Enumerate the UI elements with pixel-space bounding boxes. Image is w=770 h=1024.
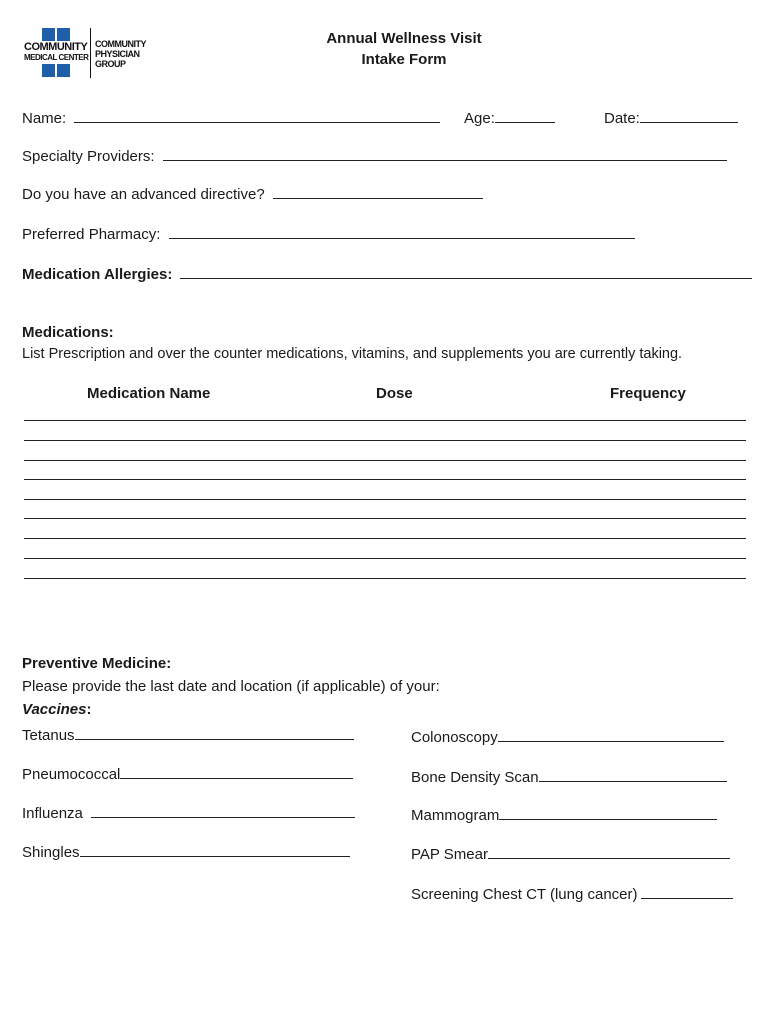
medications-instructions: List Prescription and over the counter medications, vitamins, and supplements you are currently taking. [22,346,683,362]
logo-square [57,64,70,77]
preventive-heading: Preventive Medicine: [22,655,172,672]
date-field[interactable] [604,108,738,128]
name-line[interactable] [74,108,440,123]
shingles-field[interactable] [22,842,350,862]
chest-ct-field[interactable] [411,884,733,904]
age-field[interactable] [464,108,555,128]
influenza-label: Influenza [22,805,83,822]
pneumococcal-label: Pneumococcal [22,766,121,783]
bone-density-field[interactable] [411,767,727,787]
column-header-medication-name: Medication Name [87,385,211,402]
influenza-field[interactable] [22,803,355,823]
age-line[interactable] [495,108,555,123]
pneumococcal-field[interactable] [22,764,353,784]
title-line-2: Intake Form [361,51,447,68]
allergies-field[interactable] [22,264,752,284]
logo-square [57,28,70,41]
date-label: Date: [604,110,640,127]
bone-density-line[interactable] [539,767,727,782]
age-label: Age: [464,110,495,127]
logo-text: COMMUNITY [24,41,88,53]
vaccines-label [22,701,92,719]
shingles-line[interactable] [80,842,350,857]
preventive-instructions: Please provide the last date and location (if applicable) of your: [22,678,440,695]
name-label: Name: [22,110,67,127]
column-header-frequency: Frequency [610,385,686,402]
allergies-label: Medication Allergies: [22,266,173,283]
pap-smear-field[interactable] [411,844,730,864]
colonoscopy-label: Colonoscopy [411,729,498,746]
pneumococcal-line[interactable] [120,764,353,779]
medication-row-line[interactable] [24,518,746,519]
logo-text: GROUP [95,59,126,69]
colonoscopy-field[interactable] [411,727,724,747]
mammogram-line[interactable] [499,805,717,820]
pharmacy-field[interactable] [22,224,635,244]
directive-line[interactable] [273,184,483,199]
pap-smear-label: PAP Smear [411,846,488,863]
medication-row-line[interactable] [24,479,746,480]
medication-row-line[interactable] [24,558,746,559]
name-field[interactable] [22,108,440,128]
medication-row-line[interactable] [24,460,746,461]
allergies-line[interactable] [180,264,752,279]
medication-row-line[interactable] [24,538,746,539]
logo-square [42,28,55,41]
medication-row-line[interactable] [24,440,746,441]
specialty-label: Specialty Providers: [22,148,155,165]
logo [24,26,149,80]
logo-text: MEDICAL CENTER [24,53,89,62]
pharmacy-label: Preferred Pharmacy: [22,226,161,243]
medications-heading: Medications: [22,324,114,341]
chest-ct-label: Screening Chest CT (lung cancer) [411,886,638,903]
influenza-line[interactable] [91,803,355,818]
tetanus-label: Tetanus [22,727,75,744]
tetanus-field[interactable] [22,725,354,745]
vaccines-colon: : [86,701,92,718]
vaccines-label-text: Vaccines [22,701,87,718]
column-header-dose: Dose [376,385,413,402]
title-line-1: Annual Wellness Visit [326,30,482,47]
bone-density-label: Bone Density Scan [411,769,539,786]
medication-row-line[interactable] [24,420,746,421]
specialty-field[interactable] [22,146,727,166]
directive-label: Do you have an advanced directive? [22,186,265,203]
tetanus-line[interactable] [75,725,354,740]
colonoscopy-line[interactable] [498,727,724,742]
logo-text: PHYSICIAN [95,49,140,59]
medication-row-line[interactable] [24,499,746,500]
logo-text: COMMUNITY [95,39,146,49]
medication-row-line[interactable] [24,578,746,579]
mammogram-label: Mammogram [411,807,500,824]
chest-ct-line[interactable] [641,884,733,899]
shingles-label: Shingles [22,844,80,861]
logo-divider [90,28,91,78]
pap-smear-line[interactable] [488,844,730,859]
pharmacy-line[interactable] [169,224,635,239]
logo-square [42,64,55,77]
directive-field[interactable] [22,184,483,204]
mammogram-field[interactable] [411,805,717,825]
specialty-line[interactable] [163,146,727,161]
date-line[interactable] [640,108,738,123]
form-title [304,28,504,70]
